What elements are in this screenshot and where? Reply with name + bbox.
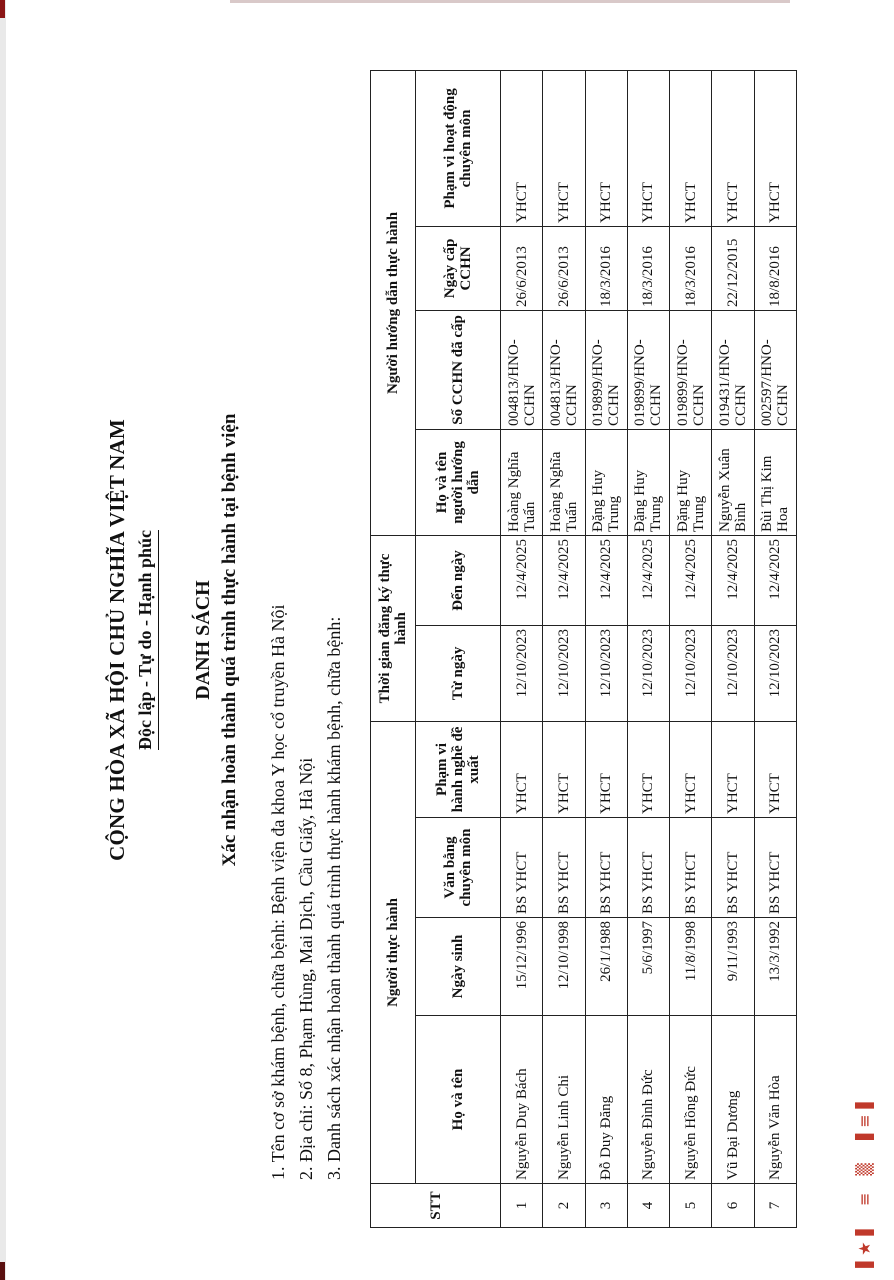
- cell-supervisor-scope: YHCT: [712, 70, 754, 226]
- cell-degree: BS YHCT: [543, 818, 585, 918]
- motto: [135, 0, 159, 1280]
- cell-stt: 3: [585, 1184, 627, 1228]
- cell-supervisor-scope: YHCT: [670, 70, 712, 226]
- header-stt: STT: [371, 1184, 501, 1228]
- cell-cert-date: 18/3/2016: [627, 226, 669, 310]
- cell-cert-no: 019899/HNO-CCHN: [585, 310, 627, 429]
- cell-supervisor-scope: YHCT: [754, 70, 796, 226]
- cell-degree: BS YHCT: [754, 818, 796, 918]
- list-intro-line: 3. Danh sách xác nhận hoàn thành quá trình thực hành khám bệnh, chữa bệnh:: [324, 616, 344, 1180]
- header-to: Đến ngày: [416, 535, 501, 625]
- table-row: [754, 70, 796, 1227]
- cell-supervisor-scope: YHCT: [585, 70, 627, 226]
- cell-dob: 5/6/1997: [627, 918, 669, 1016]
- cell-cert-date: 18/3/2016: [670, 226, 712, 310]
- cell-stt: 6: [712, 1184, 754, 1228]
- cell-scope: YHCT: [627, 721, 669, 817]
- cell-to: 12/4/2025: [543, 535, 585, 625]
- header-from: Từ ngày: [416, 625, 501, 721]
- national-title: CỘNG HÒA XÃ HỘI CHỦ NGHĨA VIỆT NAM: [105, 419, 129, 861]
- document-title: DANH SÁCH: [192, 580, 214, 700]
- header-name: Họ và tên: [416, 1016, 501, 1184]
- cell-supervisor-scope: YHCT: [501, 70, 543, 226]
- cell-dob: 12/10/1998: [543, 918, 585, 1016]
- cell-stt: 1: [501, 1184, 543, 1228]
- cell-name: Nguyễn Văn Hòa: [754, 1016, 796, 1184]
- cell-cert-no: 019899/HNO-CCHN: [627, 310, 669, 429]
- cell-degree: BS YHCT: [501, 818, 543, 918]
- cell-cert-no: 004813/HNO-CCHN: [501, 310, 543, 429]
- cell-to: 12/4/2025: [670, 535, 712, 625]
- cell-degree: BS YHCT: [712, 818, 754, 918]
- table-row: [585, 70, 627, 1227]
- cell-scope: YHCT: [670, 721, 712, 817]
- cell-dob: 13/3/1992: [754, 918, 796, 1016]
- cell-from: 12/10/2023: [754, 625, 796, 721]
- header-supervisor-name: Họ và tên người hướng dẫn: [416, 429, 501, 535]
- header-group-period: Thời gian đăng ký thực hành: [371, 535, 416, 721]
- header-supervisor-scope: Phạm vi hoạt động chuyên môn: [416, 70, 501, 226]
- cell-degree: BS YHCT: [627, 818, 669, 918]
- cell-scope: YHCT: [754, 721, 796, 817]
- cell-from: 12/10/2023: [670, 625, 712, 721]
- cell-name: Vũ Đại Dương: [712, 1016, 754, 1184]
- cell-scope: YHCT: [543, 721, 585, 817]
- cell-scope: YHCT: [501, 721, 543, 817]
- cell-supervisor-name: Bùi Thị Kim Hoa: [754, 429, 796, 535]
- practice-table: [370, 70, 797, 1228]
- header-group-supervisor: Người hướng dẫn thực hành: [371, 70, 416, 535]
- header-scope: Phạm vi hành nghề đề xuất: [416, 721, 501, 817]
- table-row: [501, 70, 543, 1227]
- cell-from: 12/10/2023: [543, 625, 585, 721]
- cell-to: 12/4/2025: [754, 535, 796, 625]
- red-stamp-fragment: ▐★▌ ≡ ▒ ▐≡▌: [855, 1090, 874, 1274]
- header-cert-no: Số CCHN đã cấp: [416, 310, 501, 429]
- cell-from: 12/10/2023: [627, 625, 669, 721]
- cell-supervisor-name: Hoàng Nghĩa Tuấn: [543, 429, 585, 535]
- cell-supervisor-name: Đặng Huy Trung: [670, 429, 712, 535]
- cell-from: 12/10/2023: [501, 625, 543, 721]
- cell-scope: YHCT: [712, 721, 754, 817]
- header-column-row: [416, 70, 501, 1227]
- cell-supervisor-name: Đặng Huy Trung: [585, 429, 627, 535]
- cell-supervisor-name: Hoàng Nghĩa Tuấn: [501, 429, 543, 535]
- cell-from: 12/10/2023: [585, 625, 627, 721]
- cell-supervisor-name: Đặng Huy Trung: [627, 429, 669, 535]
- cell-dob: 11/8/1998: [670, 918, 712, 1016]
- cell-stt: 5: [670, 1184, 712, 1228]
- cell-name: Nguyễn Đình Đức: [627, 1016, 669, 1184]
- facility-name-line: 1. Tên cơ sở khám bệnh, chữa bệnh: Bệnh viện đa khoa Y học cổ truyền Hà Nội: [268, 604, 288, 1180]
- document-subtitle: Xác nhận hoàn thành quá trình thực hành tại bệnh viện: [219, 413, 240, 867]
- cell-name: Đỗ Duy Đăng: [585, 1016, 627, 1184]
- cell-supervisor-name: Nguyễn Xuân Bình: [712, 429, 754, 535]
- motto-text: Độc lập - Tự do - Hạnh phúc: [135, 530, 159, 750]
- cell-to: 12/4/2025: [585, 535, 627, 625]
- cell-stt: 4: [627, 1184, 669, 1228]
- cell-degree: BS YHCT: [585, 818, 627, 918]
- cell-dob: 26/1/1988: [585, 918, 627, 1016]
- cell-name: Nguyễn Duy Bách: [501, 1016, 543, 1184]
- cell-supervisor-scope: YHCT: [627, 70, 669, 226]
- address-line: 2. Địa chỉ: Số 8, Phạm Hùng, Mai Dịch, Cầu Giấy, Hà Nội: [296, 757, 316, 1180]
- cell-to: 12/4/2025: [627, 535, 669, 625]
- header-group-row: [371, 70, 416, 1227]
- cell-dob: 9/11/1993: [712, 918, 754, 1016]
- cell-to: 12/4/2025: [712, 535, 754, 625]
- cell-cert-date: 26/6/2013: [501, 226, 543, 310]
- cell-supervisor-scope: YHCT: [543, 70, 585, 226]
- header-group-practitioner: Người thực hành: [371, 721, 416, 1183]
- header-dob: Ngày sinh: [416, 918, 501, 1016]
- cell-name: Nguyễn Hồng Đức: [670, 1016, 712, 1184]
- table-row: [543, 70, 585, 1227]
- cell-cert-date: 18/8/2016: [754, 226, 796, 310]
- cell-scope: YHCT: [585, 721, 627, 817]
- cell-from: 12/10/2023: [712, 625, 754, 721]
- cell-cert-date: 18/3/2016: [585, 226, 627, 310]
- cell-cert-no: 004813/HNO-CCHN: [543, 310, 585, 429]
- cell-dob: 15/12/1996: [501, 918, 543, 1016]
- cell-stt: 2: [543, 1184, 585, 1228]
- header-degree: Văn bằng chuyên môn: [416, 818, 501, 918]
- header-cert-date: Ngày cấp CCHN: [416, 226, 501, 310]
- cell-stt: 7: [754, 1184, 796, 1228]
- cell-cert-no: 019431/HNO-CCHN: [712, 310, 754, 429]
- table-row: [712, 70, 754, 1227]
- cell-degree: BS YHCT: [670, 818, 712, 918]
- table-row: [627, 70, 669, 1227]
- cell-cert-no: 002597/HNO-CCHN: [754, 310, 796, 429]
- cell-name: Nguyễn Linh Chi: [543, 1016, 585, 1184]
- table-row: [670, 70, 712, 1227]
- cell-cert-no: 019899/HNO-CCHN: [670, 310, 712, 429]
- cell-cert-date: 26/6/2013: [543, 226, 585, 310]
- cell-cert-date: 22/12/2015: [712, 226, 754, 310]
- cell-to: 12/4/2025: [501, 535, 543, 625]
